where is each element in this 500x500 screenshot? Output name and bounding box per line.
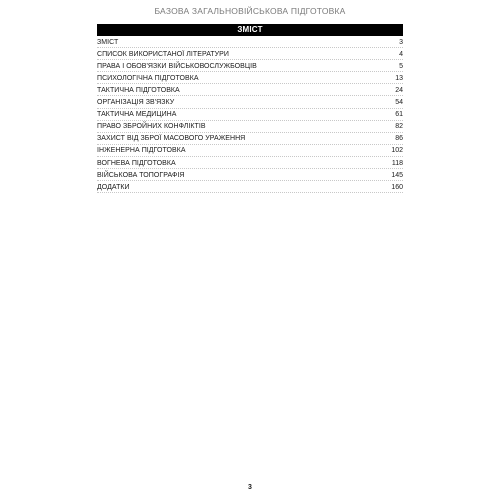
toc-entry[interactable]	[97, 169, 403, 181]
toc-entry[interactable]	[97, 121, 403, 133]
toc-entry-page: 118	[391, 159, 403, 167]
toc-entry-title: ТАКТИЧНА ПІДГОТОВКА	[97, 86, 180, 94]
toc-entry[interactable]	[97, 133, 403, 145]
toc-entry[interactable]	[97, 48, 403, 60]
toc-entry-title: ДОДАТКИ	[97, 183, 130, 191]
toc-entry[interactable]	[97, 72, 403, 84]
toc-heading: ЗМІСТ	[97, 24, 403, 36]
toc-entry[interactable]	[97, 60, 403, 72]
toc-entry[interactable]	[97, 109, 403, 121]
toc-entry-title: ВОГНЕВА ПІДГОТОВКА	[97, 159, 176, 167]
toc-entry-page: 160	[391, 183, 403, 191]
toc-entry[interactable]	[97, 36, 403, 48]
page-number: 3	[248, 484, 252, 491]
toc-entry-title: ВІЙСЬКОВА ТОПОГРАФІЯ	[97, 171, 185, 179]
toc-entry-title: ОРГАНІЗАЦІЯ ЗВ'ЯЗКУ	[97, 99, 175, 107]
toc-entry-title: ЗАХИСТ ВІД ЗБРОЇ МАСОВОГО УРАЖЕННЯ	[97, 135, 246, 143]
toc-entry-page: 4	[399, 50, 403, 58]
running-header: БАЗОВА ЗАГАЛЬНОВІЙСЬКОВА ПІДГОТОВКА	[154, 6, 346, 16]
toc-entry-title: ТАКТИЧНА МЕДИЦИНА	[97, 111, 177, 119]
toc-entry-title: ЗМІСТ	[97, 38, 119, 46]
toc-entry-page: 3	[399, 38, 403, 46]
toc-entry[interactable]	[97, 145, 403, 157]
toc-entry-page: 24	[395, 86, 403, 94]
toc-entry[interactable]	[97, 157, 403, 169]
toc-entry-title: ПСИХОЛОГІЧНА ПІДГОТОВКА	[97, 74, 199, 82]
toc-entry-title: ПРАВО ЗБРОЙНИХ КОНФЛІКТІВ	[97, 123, 206, 131]
toc-entry-page: 102	[391, 147, 403, 155]
toc-entry-page: 54	[395, 99, 403, 107]
toc-list	[97, 36, 403, 193]
toc-entry-page: 5	[399, 62, 403, 70]
toc-entry-title: ПРАВА І ОБОВ'ЯЗКИ ВІЙСЬКОВОСЛУЖБОВЦІВ	[97, 62, 257, 70]
toc-entry-page: 145	[391, 171, 403, 179]
toc-entry-title: ІНЖЕНЕРНА ПІДГОТОВКА	[97, 147, 186, 155]
toc-entry-page: 61	[395, 111, 403, 119]
toc-entry-page: 13	[395, 74, 403, 82]
toc-entry-title: СПИСОК ВИКОРИСТАНОЇ ЛІТЕРАТУРИ	[97, 50, 229, 58]
toc-entry-page: 86	[395, 135, 403, 143]
toc-entry[interactable]	[97, 181, 403, 193]
toc-entry[interactable]	[97, 84, 403, 96]
toc-entry[interactable]	[97, 96, 403, 108]
toc-entry-page: 82	[395, 123, 403, 131]
